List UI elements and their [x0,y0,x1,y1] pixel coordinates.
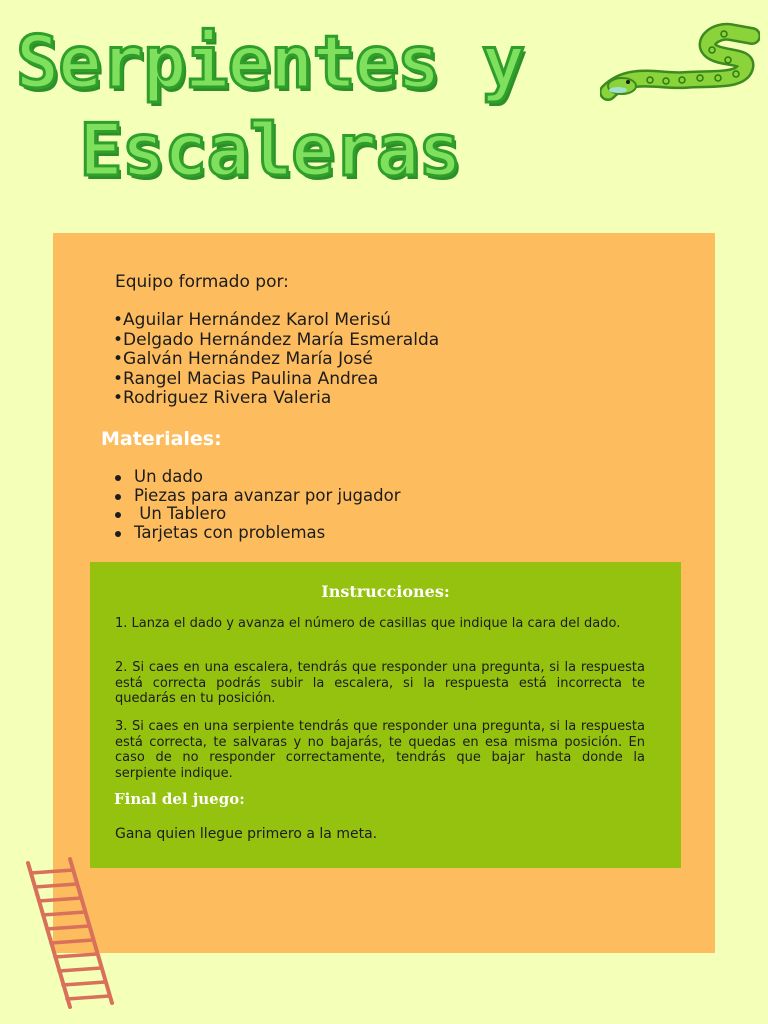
team-list [113,311,439,409]
material-item: Tarjetas con problemas [112,524,400,543]
instructions-box [90,562,681,868]
material-item: Piezas para avanzar por jugador [112,487,400,506]
ladder-icon [22,855,122,1015]
final-heading: Final del juego: [114,790,245,808]
snake-icon [600,20,760,110]
material-item: Un dado [112,468,400,487]
team-heading: Equipo formado por: [115,272,289,292]
title-line-1: Serpientes y [15,20,525,104]
materials-list [112,468,400,542]
instruction-step-2: 2. Si caes en una escalera, tendrás que responder una pregunta, si la respuesta está correcta podrás subir la escalera, si la respuesta está incorrecta te quedarás en tu posición. [115,660,645,706]
materials-heading: Materiales: [101,428,222,450]
team-member: • Galván Hernández María José [113,350,439,370]
instructions-heading: Instrucciones: [321,582,450,601]
team-member: • Aguilar Hernández Karol Merisú [113,311,439,331]
final-text: Gana quien llegue primero a la meta. [115,826,378,842]
team-member: • Delgado Hernández María Esmeralda [113,331,439,351]
page-title [0,18,540,194]
instruction-step-3: 3. Si caes en una serpiente tendrás que responder una pregunta, si la respuesta está correcta, te salvaras y no bajarás, te quedas en esa misma posición. En caso de no responder correctamente, tendrás que bajar hasta donde la serpiente indique. [115,719,645,781]
team-member: • Rangel Macias Paulina Andrea [113,370,439,390]
title-line-2: Escaleras [79,108,461,192]
instruction-step-1: 1. Lanza el dado y avanza el número de casillas que indique la cara del dado. [115,616,621,631]
material-item: Un Tablero [112,505,400,524]
team-member: • Rodriguez Rivera Valeria [113,389,439,409]
